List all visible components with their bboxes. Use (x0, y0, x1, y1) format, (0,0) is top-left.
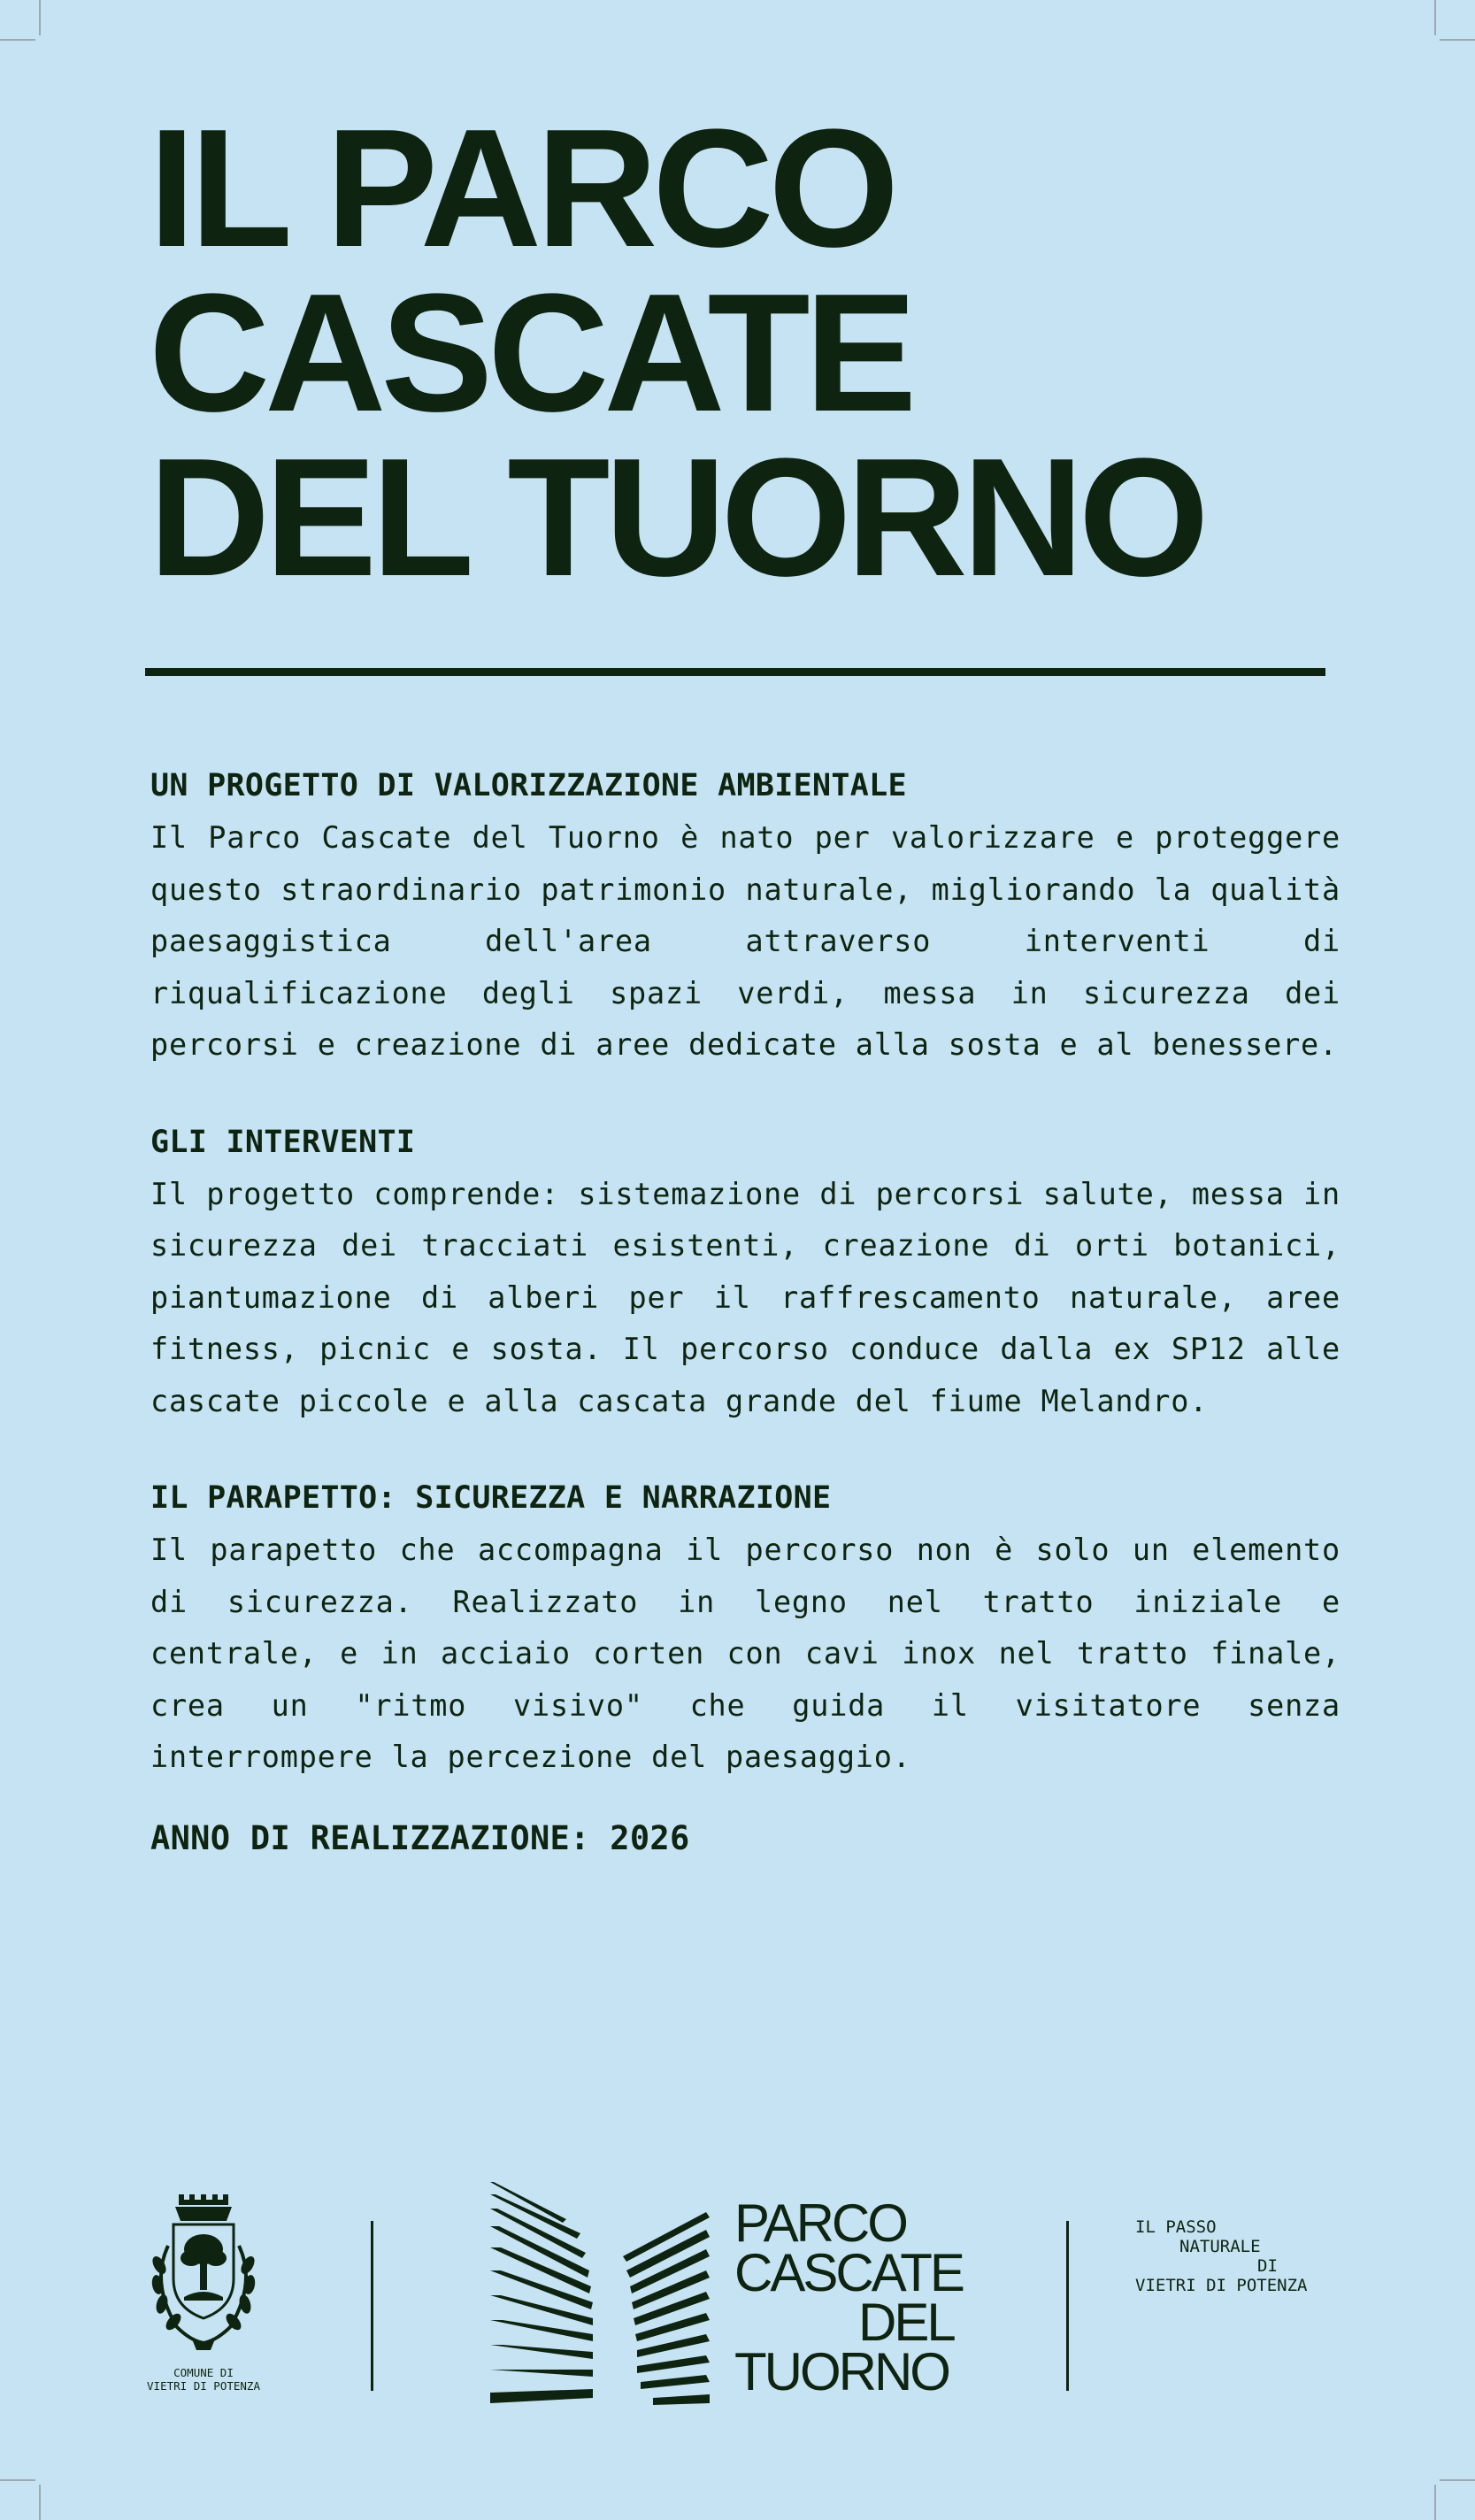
section-interventions (150, 1123, 1341, 1428)
section-parapet (150, 1479, 1341, 1784)
park-logo-line: PARCO (734, 2193, 906, 2253)
passo-naturale-mark (1135, 2217, 1348, 2295)
crop-mark (1440, 39, 1475, 41)
park-logo-text (734, 2193, 1000, 2401)
crest-caption-line: COMUNE DI (173, 2366, 234, 2379)
title-line: CASCATE (149, 259, 912, 447)
section-project (150, 766, 1341, 1072)
park-logo-line: TUORNO (734, 2342, 949, 2401)
section-body: Il Parco Cascate del Tuorno è nato per valorizzare e proteggere questo straordinario patrimonio naturale, migliorando la qualità paesaggistica dell'area attraverso interventi di riqualificazione degli spazi verdi, messa in sicurezza dei percorsi e creazione di aree dedicate alla sosta e al benessere. (150, 820, 1341, 1062)
footer-divider (1066, 2221, 1069, 2391)
title-divider (145, 668, 1325, 676)
title-line: IL PARCO (149, 95, 895, 282)
section-body: Il progetto comprende: sistemazione di percorsi salute, messa in sicurezza dei tracciati esistenti, creazione di orti botanici, piantumazione di alberi per il raffrescamento naturale, aree fitness, picnic e sosta. Il percorso conduce dalla ex SP12 alle cascate piccole e alla cascata grande del fiume Melandro. (150, 1176, 1341, 1418)
passo-line: VIETRI DI POTENZA (1135, 2276, 1308, 2295)
park-logo-line: CASCATE (734, 2243, 963, 2302)
crop-mark (1434, 2485, 1436, 2520)
crop-mark (39, 2485, 41, 2520)
park-logo-line: DEL (858, 2293, 954, 2352)
section-body: Il parapetto che accompagna il percorso non è solo un elemento di sicurezza. Realizzato in legno nel tratto iniziale e centrale, e in acciaio corten con cavi inox nel tratto finale, crea un "ritmo visivo" che guida il visitatore senza interrompere la percezione del paesaggio. (150, 1533, 1341, 1774)
municipal-crest-icon (133, 2194, 274, 2380)
crop-mark (0, 2479, 35, 2481)
year-label: ANNO DI REALIZZAZIONE: 2026 (150, 1818, 690, 1857)
passo-line: IL PASSO (1135, 2217, 1217, 2237)
section-heading: IL PARAPETTO: SICUREZZA E NARRAZIONE (150, 1480, 832, 1516)
footer (0, 2177, 1475, 2416)
section-heading: UN PROGETTO DI VALORIZZAZIONE AMBIENTALE (150, 768, 907, 803)
main-content (150, 766, 1341, 1858)
title-line: DEL TUORNO (149, 424, 1204, 611)
passo-line: DI (1257, 2256, 1278, 2276)
crest-caption (124, 2366, 283, 2393)
crop-mark (1434, 0, 1436, 35)
waterfall-logo-icon (485, 2182, 715, 2412)
footer-divider (371, 2221, 373, 2391)
crest-caption-line: VIETRI DI POTENZA (147, 2379, 260, 2393)
passo-line: NATURALE (1179, 2237, 1261, 2256)
crop-mark (1440, 2479, 1475, 2481)
crop-mark (0, 39, 35, 41)
crop-mark (39, 0, 41, 35)
page-title (149, 95, 1352, 611)
section-heading: GLI INTERVENTI (150, 1124, 416, 1160)
